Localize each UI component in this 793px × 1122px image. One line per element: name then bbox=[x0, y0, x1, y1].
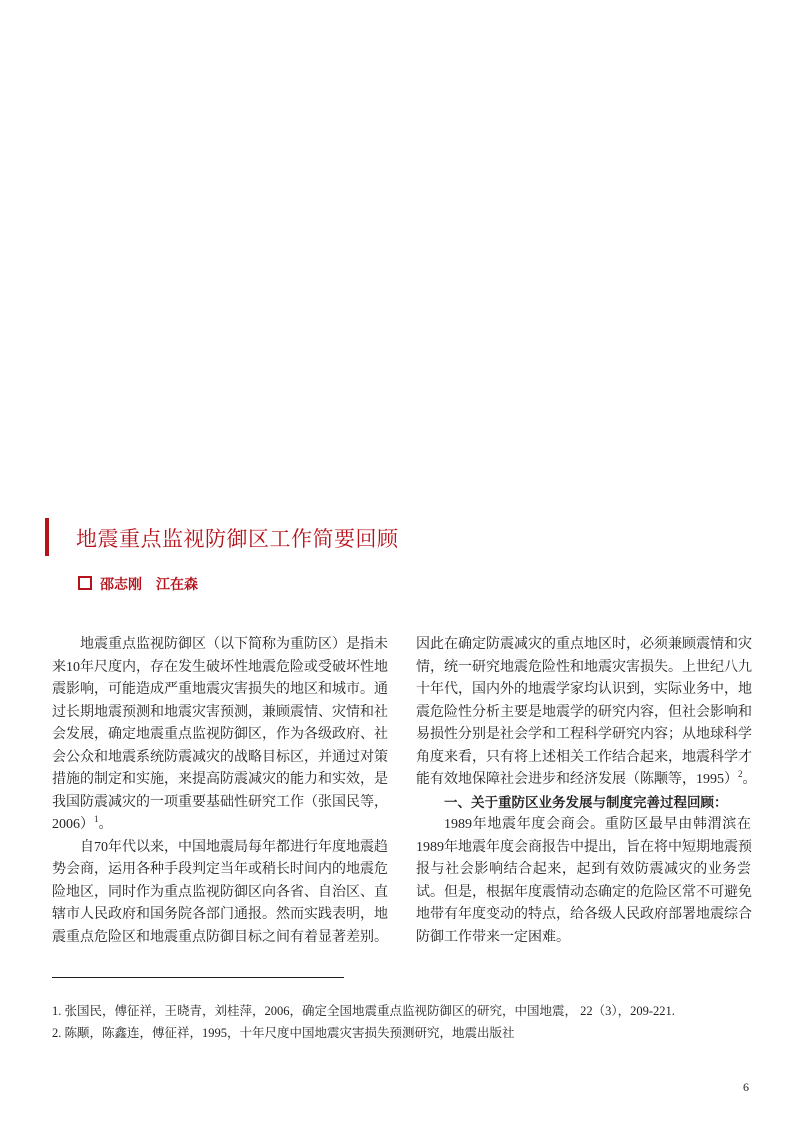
footnotes bbox=[52, 1000, 675, 1044]
right-column bbox=[416, 634, 757, 949]
footnote: 1. 张国民，傅征祥，王晓青，刘桂萍，2006，确定全国地震重点监视防御区的研究，中国地震， 22（3），209-221. bbox=[52, 1004, 675, 1018]
text-line: 震影响，可能造成严重地震灾害损失的地区和城市。通 bbox=[52, 682, 388, 697]
text-line: 易损性分别是社会学和工程科学研究内容；从地球科学 bbox=[416, 727, 752, 742]
author-name: 江在森 bbox=[156, 577, 198, 593]
footnote-ref[interactable]: 1 bbox=[94, 814, 99, 824]
text-line: 辖市人民政府和国务院各部门通报。然而实践表明，地 bbox=[52, 907, 388, 922]
left-column bbox=[52, 634, 387, 949]
text-line: 措施的制定和实施，来提高防震减灾的能力和实效，是 bbox=[52, 772, 388, 787]
text-line: 自70年代以来，中国地震局每年都进行年度地震趋 bbox=[80, 839, 388, 855]
text-line: 试。但是，根据年度震情动态确定的危险区常不可避免 bbox=[416, 884, 752, 900]
footnote-divider bbox=[52, 977, 344, 978]
punctuation: 。 bbox=[98, 817, 113, 832]
text-line: 势会商，运用各种手段判定当年或稍长时间内的地震危 bbox=[52, 862, 388, 877]
text-line: 过长期地震预测和地震灾害预测，兼顾震情、灾情和社 bbox=[52, 704, 388, 720]
text-line: 地震重点监视防御区（以下简称为重防区）是指未 bbox=[80, 637, 388, 652]
text-line: 震重点危险区和地震重点防御目标之间有着显著差别。 bbox=[52, 929, 388, 945]
citation-text: 2006） bbox=[52, 817, 94, 832]
text-line: 报与社会影响结合起来，起到有效防震减灾的业务尝 bbox=[416, 862, 751, 877]
text-line: 我国防震减灾的一项重要基础性研究工作（张国民等， bbox=[52, 794, 388, 810]
author-name: 邵志刚 bbox=[100, 577, 142, 593]
text-line: 地带有年度变动的特点，给各级人民政府部署地震综合 bbox=[416, 907, 752, 922]
text-line: 十年代，国内外的地震学家均认识到，实际业务中，地 bbox=[416, 682, 752, 697]
title-accent-bar bbox=[45, 518, 49, 556]
text-line: 震危险性分析主要是地震学的研究内容，但社会影响和 bbox=[416, 704, 752, 720]
page-number: 6 bbox=[743, 1080, 749, 1094]
text-line: 险地区，同时作为重点监视防御区向各省、自治区、直 bbox=[52, 884, 388, 900]
citation-text: 能有效地保障社会进步和经济发展（陈颙等，1995） bbox=[416, 772, 738, 787]
text-line: 因此在确定防震减灾的重点地区时，必须兼顾震情和灾 bbox=[416, 637, 752, 652]
text-line bbox=[52, 814, 387, 837]
text-line: 会公众和地震系统防震减灾的战略目标区，并通过对策 bbox=[52, 749, 388, 765]
footnote: 2. 陈颙，陈鑫连，傅征祥，1995，十年尺度中国地震灾害损失预测研究，地震出版社 bbox=[52, 1026, 515, 1040]
punctuation: 。 bbox=[742, 772, 757, 787]
text-line bbox=[416, 769, 757, 792]
text-line: 角度来看，只有将上述相关工作结合起来，地震科学才 bbox=[416, 749, 752, 765]
text-line: 来10年尺度内，存在发生破坏性地震危险或受破坏性地 bbox=[52, 659, 388, 675]
footnote-ref[interactable]: 2 bbox=[738, 769, 743, 779]
authors bbox=[78, 574, 212, 594]
section-heading: 一、关于重防区业务发展与制度完善过程回顾： bbox=[444, 794, 728, 811]
text-line: 1989年地震年度会商报告中提出，旨在将中短期地震预 bbox=[416, 839, 752, 855]
text-line: 情，统一研究地震危险性和地震灾害损失。上世纪八九 bbox=[416, 659, 752, 675]
article-title: 地震重点监视防御区工作简要回顾 bbox=[76, 527, 399, 551]
text-line: 会发展，确定地震重点监视防御区，作为各级政府、社 bbox=[52, 727, 388, 742]
text-line: 防御工作带来一定困难。 bbox=[416, 929, 570, 945]
square-bullet-icon bbox=[78, 576, 92, 590]
text-line: 1989年地震年度会商会。重防区最早由韩渭滨在 bbox=[444, 817, 751, 832]
